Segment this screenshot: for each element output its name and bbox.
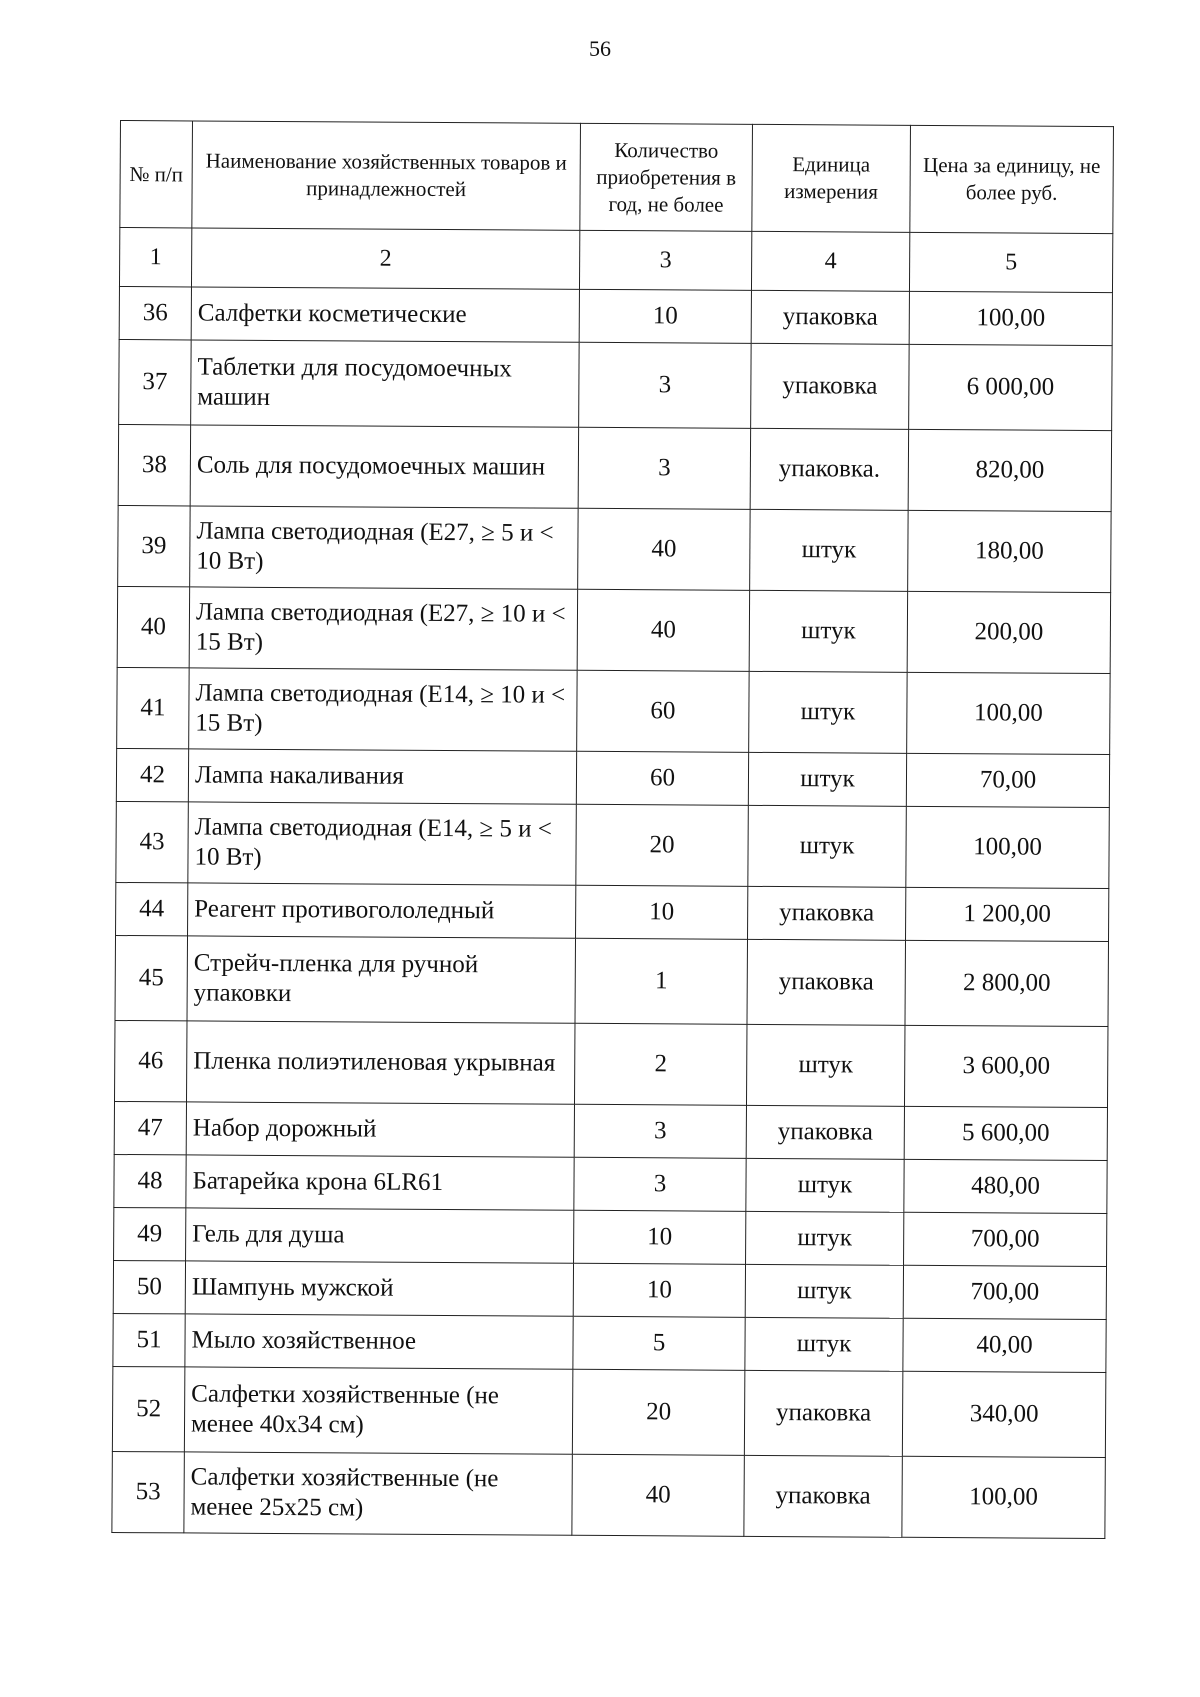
item-unit: упаковка [744,1455,902,1537]
item-price: 70,00 [906,753,1109,807]
table-row [116,801,1109,888]
item-price: 1 200,00 [906,887,1109,941]
row-number: 46 [115,1020,187,1101]
item-unit: штук [745,1317,903,1371]
header-price: Цена за единицу, не более руб. [910,125,1114,233]
table-row [113,1313,1106,1372]
column-number: 4 [751,231,909,291]
item-name: Лампа накаливания [188,749,576,804]
column-number: 5 [909,232,1112,292]
item-unit: штук [746,1158,904,1212]
column-number: 1 [119,228,191,287]
item-name: Батарейка крона 6LR61 [186,1155,574,1210]
table-row [118,505,1111,592]
header-number: № п/п [120,121,193,228]
item-quantity: 60 [577,670,749,752]
header-unit: Единица измерения [752,124,911,232]
item-name: Салфетки хозяйственные (не менее 25х25 см) [184,1452,572,1535]
item-price: 5 600,00 [904,1106,1107,1160]
column-number: 3 [579,230,751,290]
item-price: 820,00 [908,429,1111,511]
item-unit: штук [748,752,906,806]
row-number: 49 [114,1207,186,1260]
item-unit: штук [748,805,906,887]
row-number: 41 [117,667,189,748]
item-unit: штук [746,1211,904,1265]
item-unit: упаковка. [750,428,908,510]
item-name: Реагент противогололедный [188,883,576,938]
table-row [119,339,1113,430]
item-unit: упаковка [748,886,906,940]
item-unit: штук [749,590,907,672]
item-price: 100,00 [909,291,1112,345]
row-number: 42 [116,748,188,801]
item-name: Пленка полиэтиленовая укрывная [187,1021,575,1104]
table-row [115,1020,1108,1107]
row-number: 44 [116,882,188,935]
item-quantity: 20 [572,1369,745,1455]
item-name: Стрейч-пленка для ручной упаковки [187,936,576,1023]
goods-table [111,120,1114,1539]
row-number: 38 [118,424,190,505]
table-row [116,882,1109,941]
item-name: Гель для душа [186,1208,574,1263]
row-number: 51 [113,1313,185,1366]
column-number: 2 [191,228,579,289]
item-price: 3 600,00 [904,1025,1107,1107]
item-name: Набор дорожный [186,1102,574,1157]
item-price: 100,00 [906,806,1109,888]
item-price: 200,00 [907,591,1110,673]
item-name: Шампунь мужской [185,1261,573,1316]
table-row [117,586,1110,673]
item-name: Лампа светодиодная (Е27, ≥ 10 и < 15 Вт) [189,587,577,670]
row-number: 39 [118,505,190,586]
table-row [119,286,1112,345]
row-number: 47 [114,1101,186,1154]
table-row [117,667,1110,754]
row-number: 50 [113,1260,185,1313]
item-quantity: 3 [579,342,752,428]
item-quantity: 3 [574,1157,746,1211]
item-price: 700,00 [903,1265,1106,1319]
table-row [113,1260,1106,1319]
row-number: 45 [115,935,188,1020]
item-quantity: 60 [576,751,748,805]
row-number: 53 [112,1451,184,1532]
item-quantity: 5 [573,1316,745,1370]
item-quantity: 1 [575,938,748,1024]
item-unit: упаковка [751,290,909,344]
item-name: Салфетки хозяйственные (не менее 40х34 см) [184,1367,573,1454]
item-name: Лампа светодиодная (Е27, ≥ 5 и < 10 Вт) [190,506,578,589]
item-price: 100,00 [902,1456,1105,1538]
table-row [118,424,1111,511]
column-numbers-row [119,228,1112,293]
item-unit: штук [746,1024,904,1106]
item-name: Лампа светодиодная (Е14, ≥ 5 и < 10 Вт) [188,802,576,885]
item-price: 480,00 [904,1159,1107,1213]
item-name: Соль для посудомоечных машин [190,425,578,508]
table-row [115,935,1109,1026]
item-unit: упаковка [751,343,910,429]
item-quantity: 40 [572,1454,744,1536]
item-name: Салфетки косметические [191,287,579,342]
table-row [116,748,1109,807]
item-price: 100,00 [907,672,1110,754]
row-number: 43 [116,801,188,882]
row-number: 48 [114,1154,186,1207]
table-row [114,1207,1107,1266]
page-number: 56 [589,36,611,61]
item-price: 40,00 [903,1318,1106,1372]
item-quantity: 10 [576,885,748,939]
item-unit: штук [750,509,908,591]
row-number: 52 [112,1366,185,1451]
row-number: 40 [117,586,189,667]
item-quantity: 40 [577,589,749,671]
item-quantity: 10 [573,1263,745,1317]
item-price: 2 800,00 [905,940,1109,1026]
goods-table-wrapper [111,120,1113,1539]
item-unit: штук [745,1264,903,1318]
item-price: 700,00 [904,1212,1107,1266]
item-quantity: 20 [576,804,748,886]
table-row [114,1101,1107,1160]
item-quantity: 2 [574,1023,746,1105]
table-row [112,1366,1106,1457]
row-number: 37 [119,339,192,424]
item-price: 6 000,00 [909,344,1113,430]
item-name: Лампа светодиодная (Е14, ≥ 10 и < 15 Вт) [189,668,577,751]
item-name: Таблетки для посудомоечных машин [191,340,580,427]
header-quantity: Количество приобретения в год, не более [580,123,753,231]
item-unit: штук [749,671,907,753]
item-quantity: 10 [579,289,751,343]
table-body [112,228,1113,1539]
row-number: 36 [119,286,191,339]
item-unit: упаковка [746,1105,904,1159]
table-row [114,1154,1107,1213]
table-header-row [120,121,1114,234]
item-price: 180,00 [908,510,1111,592]
item-unit: упаковка [744,1370,903,1456]
item-quantity: 40 [578,508,750,590]
header-name: Наименование хозяйственных товаров и принадлежностей [192,121,581,230]
table-row [112,1451,1105,1538]
item-quantity: 3 [578,427,750,509]
item-quantity: 10 [574,1210,746,1264]
item-quantity: 3 [574,1104,746,1158]
item-name: Мыло хозяйственное [185,1314,573,1369]
item-price: 340,00 [902,1371,1106,1457]
item-unit: упаковка [747,939,906,1025]
